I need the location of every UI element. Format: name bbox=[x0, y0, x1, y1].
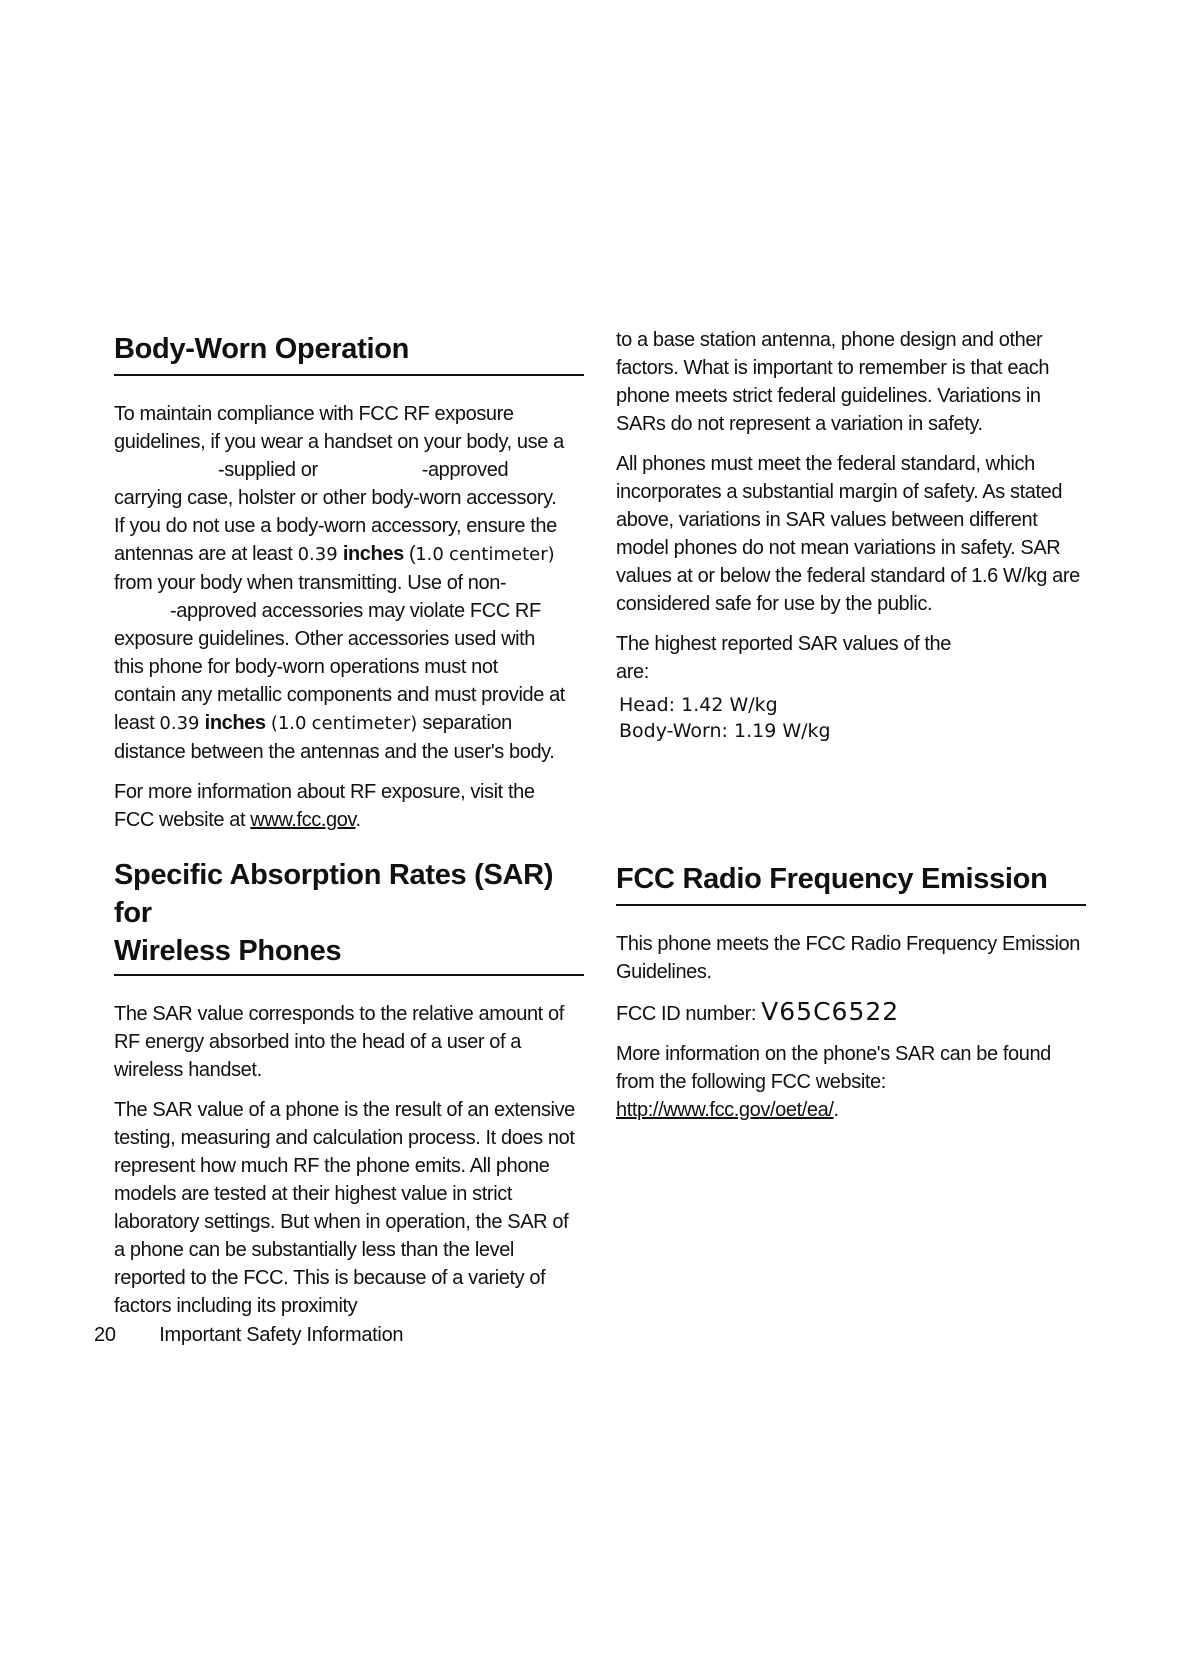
inches-label: inches bbox=[342, 543, 404, 565]
line: contain any metallic components and must provide at bbox=[114, 684, 565, 706]
body-worn-paragraph bbox=[114, 400, 584, 766]
line: from the following FCC website: bbox=[616, 1071, 886, 1093]
period: . bbox=[833, 1099, 839, 1121]
line: distance between the antennas and the user's body. bbox=[114, 741, 555, 763]
sar-heading-line2: Wireless Phones bbox=[114, 935, 342, 967]
period: . bbox=[355, 809, 361, 831]
page-footer bbox=[94, 1322, 403, 1348]
line: -approved accessories may violate FCC RF bbox=[170, 600, 541, 622]
distance-cm: 1.0 bbox=[415, 544, 444, 565]
line: -approved bbox=[421, 459, 509, 481]
fcc-id-value: V65C6522 bbox=[761, 997, 900, 1026]
line: The highest reported SAR values of the bbox=[616, 633, 952, 655]
body-worn-sar-value: Body-Worn: 1.19 W/kg bbox=[619, 720, 831, 742]
federal-standard-paragraph: All phones must meet the federal standard, which incorporates a substantial margin of safety. As stated above, variations in SAR values between different model phones do not mean variations in safety. SAR values at or below the federal standard of 1.6 W/kg are considered safe for use by the public. bbox=[616, 453, 1080, 615]
head-sar-value: Head: 1.42 W/kg bbox=[619, 694, 778, 716]
line: are: bbox=[616, 661, 649, 683]
line: More information on the phone's SAR can be found bbox=[616, 1043, 1051, 1065]
line: carrying case, holster or other body-worn accessory. bbox=[114, 487, 557, 509]
line: For more information about RF exposure, visit the bbox=[114, 781, 535, 803]
rf-info-paragraph bbox=[114, 778, 584, 834]
body-worn-heading: Body-Worn Operation bbox=[114, 330, 584, 376]
page-number: 20 bbox=[94, 1324, 116, 1346]
line: guidelines, if you wear a handset on your body, use a bbox=[114, 431, 564, 453]
centimeter-label: centimeter) bbox=[449, 544, 555, 565]
left-column bbox=[114, 330, 584, 1332]
line: from your body when transmitting. Use of non- bbox=[114, 572, 507, 594]
distance-cm: (1.0 bbox=[270, 713, 307, 734]
fcc-emission-heading: FCC Radio Frequency Emission bbox=[616, 860, 1086, 906]
line: exposure guidelines. Other accessories used with bbox=[114, 628, 536, 650]
sar-paragraph-2: The SAR value of a phone is the result of an extensive testing, measuring and calculation process. It does not represent how much RF the phone emits. All phone models are tested at their highest value in strict laboratory settings. But when in operation, the SAR of a phone can be substantially less than the level reported to the FCC. This is because of a variety of factors including its proximity bbox=[114, 1099, 575, 1317]
highest-sar-paragraph bbox=[616, 630, 1086, 686]
fcc-id-line bbox=[616, 998, 1086, 1028]
distance-inches: 0.39 bbox=[159, 713, 200, 734]
line: FCC website at bbox=[114, 809, 246, 831]
right-column bbox=[616, 326, 1086, 1136]
more-info-paragraph bbox=[616, 1040, 1086, 1124]
section-title: Important Safety Information bbox=[159, 1324, 404, 1346]
sar-heading-line1: Specific Absorption Rates (SAR) for bbox=[114, 859, 554, 929]
line: -supplied or bbox=[218, 459, 318, 481]
centimeter-label: centimeter) bbox=[311, 713, 418, 734]
inches-label: inches bbox=[204, 712, 266, 734]
sar-section bbox=[114, 856, 584, 1320]
line: least bbox=[114, 712, 155, 734]
fcc-website-link[interactable]: www.fcc.gov bbox=[250, 809, 356, 831]
line: To maintain compliance with FCC RF exposure bbox=[114, 403, 514, 425]
distance-inches: 0.39 bbox=[297, 544, 338, 565]
line: If you do not use a body-worn accessory, ensure the bbox=[114, 515, 557, 537]
sar-continued-paragraph: to a base station antenna, phone design and other factors. What is important to remember is that each phone meets strict federal guidelines. Variations in SARs do not represent a variation in safety. bbox=[616, 329, 1050, 435]
line: antennas are at least bbox=[114, 543, 293, 565]
fcc-emission-section bbox=[616, 860, 1086, 1124]
sar-heading bbox=[114, 856, 584, 976]
fcc-id-label: FCC ID number: bbox=[616, 1003, 756, 1025]
separation-word: separation bbox=[422, 712, 512, 734]
sar-paragraph-1: The SAR value corresponds to the relative amount of RF energy absorbed into the head of a user of a wireless handset. bbox=[114, 1003, 564, 1081]
open-paren: ( bbox=[408, 543, 416, 565]
fcc-oet-link[interactable]: http://www.fcc.gov/oet/ea/ bbox=[616, 1099, 834, 1121]
line: this phone for body-worn operations must not bbox=[114, 656, 498, 678]
fcc-emission-paragraph: This phone meets the FCC Radio Frequency Emission Guidelines. bbox=[616, 933, 1080, 983]
